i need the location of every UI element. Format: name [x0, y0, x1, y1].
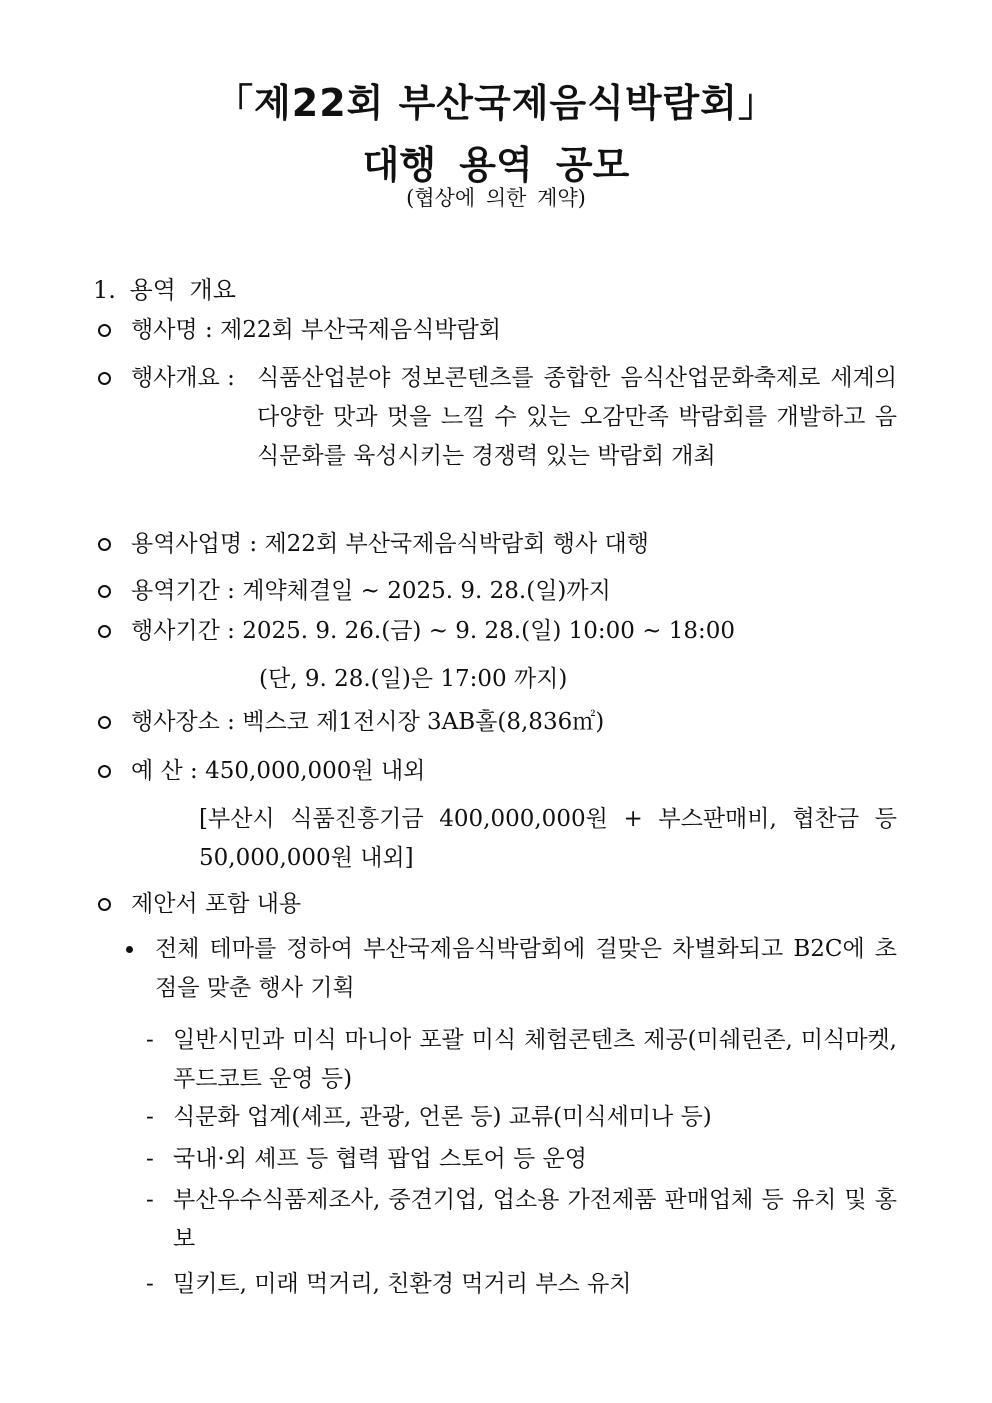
budget-detail: [부산시 식품진흥기금 400,000,000원 + 부스판매비, 협찬금 등 50,000,000원 내외]	[199, 806, 897, 871]
circle-bullet-icon	[98, 585, 111, 598]
section-heading: 1. 용역 개요	[93, 276, 236, 304]
proposal-field: 제안서 포함 내용	[131, 891, 302, 917]
dash-icon: -	[146, 1146, 154, 1172]
circle-bullet-icon	[98, 625, 111, 638]
proposal-item: 일반시민과 미식 마니아 포괄 미식 체험콘텐츠 제공(미쉐린존, 미식마켓, 푸드코트 운영 등)	[173, 1027, 897, 1092]
dash-icon: -	[146, 1104, 154, 1130]
venue-field: 행사장소 : 벡스코 제1전시장 3AB홀(8,836㎡)	[131, 709, 605, 735]
proposal-theme: 전체 테마를 정하여 부산국제음식박람회에 걸맞은 차별화되고 B2C에 초점을 맞춘 행사 기획	[155, 936, 897, 1001]
circle-bullet-icon	[98, 765, 111, 778]
document-title-line2: 대행 용역 공모	[362, 143, 630, 187]
service-period-field: 용역기간 : 계약체결일 ~ 2025. 9. 28.(일)까지	[131, 578, 611, 604]
circle-bullet-icon	[98, 898, 111, 911]
proposal-item: 부산우수식품제조사, 중견기업, 업소용 가전제품 판매업체 등 유치 및 홍보	[173, 1187, 897, 1252]
overview-label: 행사개요 :	[131, 365, 235, 391]
circle-bullet-icon	[98, 538, 111, 551]
event-period-note: (단, 9. 28.(일)은 17:00 까지)	[259, 666, 568, 692]
proposal-item: 국내·외 셰프 등 협력 팝업 스토어 등 운영	[173, 1146, 587, 1172]
dash-icon: -	[146, 1027, 154, 1053]
dot-bullet-icon	[126, 946, 133, 953]
proposal-item: 밀키트, 미래 먹거리, 친환경 먹거리 부스 유치	[173, 1271, 632, 1297]
service-name-field: 용역사업명 : 제22회 부산국제음식박람회 행사 대행	[131, 531, 649, 557]
dash-icon: -	[146, 1271, 154, 1297]
overview-text: 식품산업분야 정보콘텐츠를 종합한 음식산업문화축제로 세계의 다양한 맛과 멋을 느낄 수 있는 오감만족 박람회를 개발하고 음식문화를 육성시키는 경쟁력 있는 박람회 개최	[257, 365, 897, 469]
document-subtitle: (협상에 의한 계약)	[406, 186, 586, 210]
event-period-field: 행사기간 : 2025. 9. 26.(금) ~ 9. 28.(일) 10:00 ~ 18:00	[131, 618, 736, 644]
document-title: 「제22회 부산국제음식박람회」	[215, 81, 777, 125]
circle-bullet-icon	[98, 716, 111, 729]
event-name-field: 행사명 : 제22회 부산국제음식박람회	[131, 317, 502, 343]
dash-icon: -	[146, 1187, 154, 1213]
proposal-item: 식문화 업계(셰프, 관광, 언론 등) 교류(미식세미나 등)	[173, 1104, 712, 1130]
circle-bullet-icon	[98, 372, 111, 385]
circle-bullet-icon	[98, 324, 111, 337]
budget-field: 예 산 : 450,000,000원 내외	[131, 758, 426, 784]
